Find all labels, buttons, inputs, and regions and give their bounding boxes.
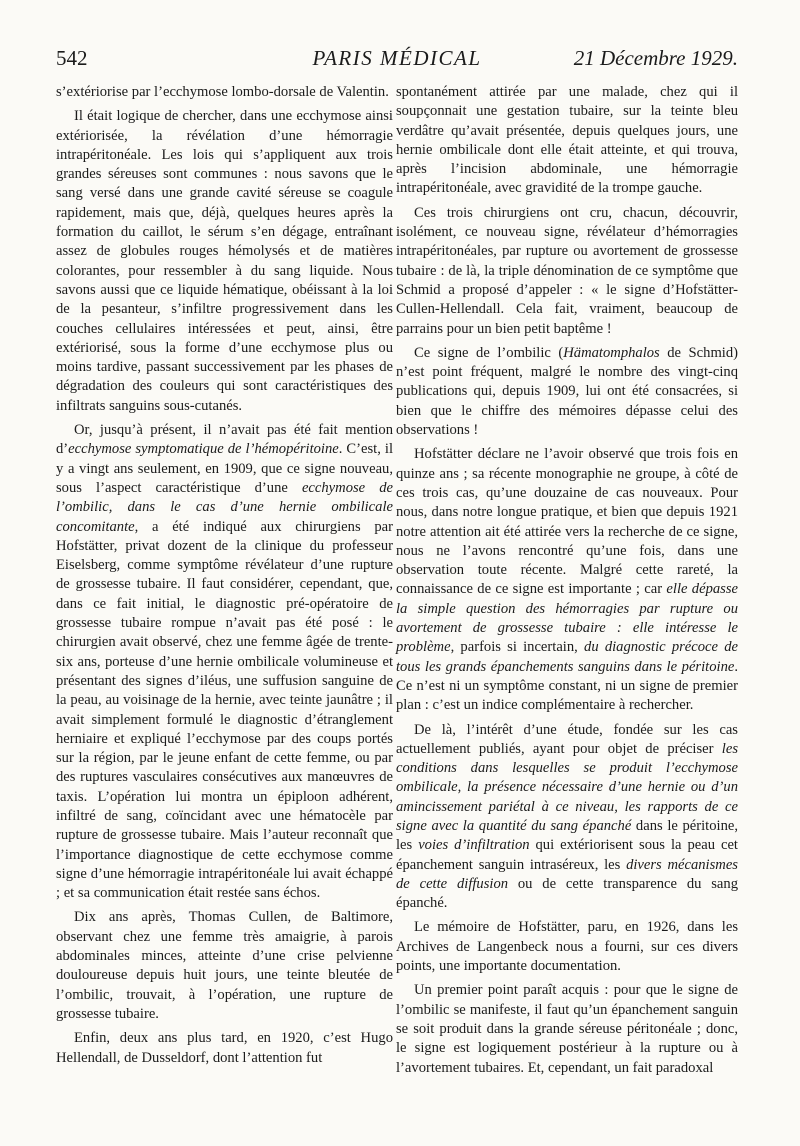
page-number: 542: [56, 46, 88, 70]
right-column: [396, 83, 738, 1083]
emphasis: du diagnostic précoce de tous les grands épanchements sanguins dans le péritoine: [396, 639, 738, 675]
paragraph: s’extériorise par l’ecchymose lombo-dorsale de Valentin.: [56, 84, 389, 100]
paragraph: [396, 721, 738, 914]
journal-title: PARIS MÉDICAL: [312, 46, 482, 70]
text-run: de Schmid) n’est point fréquent, malgré le nombre des vingt-cinq publications qui, depuis 1909, lui ont été consacrées, si bien que le chiffre des mémoires dépasse celui des observations !: [396, 344, 739, 439]
text-run: dans le péritoine, les: [396, 817, 738, 854]
paragraph: Il était logique de chercher, dans une ecchymose ainsi extériorisée, la révélation d’une hémorragie intrapéritonéale. Les lois qui s’appliquent aux trois grandes séreuses sont communes : nous savons que le sang versé dans une grande cavité séreuse se coagule rapidement, mais que, déjà, quelques heures après la formation du caillot, le sérum s’en dégage, entraînant assez de globules rouges hémolysés et de matières colorantes, pour ressembler à du sang liquide. Nous savons aussi que ce liquide hématique, obéissant à la loi de la pesanteur, s’infiltre progressivement dans les couches cellulaires intéressées et peut, ainsi, être extériorisé, sous la forme d’une ecchymose plus ou moins tardive, passant successivement par les phases de dégradation des couleurs qui sont caractéristiques des infiltrats sanguins sous-cutanés.: [56, 108, 393, 414]
paragraph: Ces trois chirurgiens ont cru, chacun, découvrir, isolément, ce nouveau signe, révélateur d’hémorragies intrapéritonéales, par rupture ou avortement de grossesse tubaire : de là, la triple dénomination de ce symptôme que Schmid a proposé d’appeler : « le signe d’Hofstätter-Cullen-Hellendall. Cela fait, vraiment, beaucoup de parrains pour un bien petit baptême !: [396, 204, 738, 337]
emphasis: voies d’infiltration: [418, 837, 530, 854]
text-run: , parfois si incertain,: [450, 639, 585, 656]
text-run: qui extériorisent sous la peau cet épanchement sanguin intraséreux, les: [396, 837, 738, 873]
text-run: Ce signe de l’ombilic (: [414, 344, 564, 361]
paragraph: [56, 421, 393, 903]
emphasis: divers mécanismes de cette diffusion: [396, 856, 738, 892]
paragraph: spontanément attirée par une malade, chez qui il soupçonnait une gestation tubaire, sur la teinte bleu verdâtre qu’avait présentée, depuis quelques jours, une hernie ombilicale dont elle était atteinte, et qui trouva, après l’incision abdominale, une hémorragie intrapéritonéale, avec gravidité de la trompe gauche.: [396, 84, 738, 197]
text-run: De là, l’intérêt d’une étude, fondée sur les cas actuellement publiés, ayant pour objet de préciser: [396, 721, 738, 757]
issue-date: 21 Décembre 1929.: [573, 46, 738, 70]
emphasis: les conditions dans lesquelles se produit l’ecchymose ombilicale, la présence nécessaire d’une hernie ou d’un amincissement pariétal à ce niveau, les rapports de ce signe avec la quantité du sang épanché: [396, 740, 738, 834]
paragraph: [396, 445, 738, 715]
emphasis: ecchymose de l’ombilic, dans le cas d’une hernie ombilicale concomitante: [56, 479, 394, 535]
paragraph: Un premier point paraît acquis : pour que le signe de l’ombilic se manifeste, il faut qu’un épanchement sanguin se soit produit dans la grande séreuse péritonéale ; donc, le signe est logiquement postérieur à la rupture ou à l’avortement tubaires. Et, cependant, un fait paradoxal: [396, 982, 738, 1076]
text-run: Hofstätter déclare ne l’avoir observé que trois fois en quinze ans ; sa récente monographie ne groupe, à côté de ces trois cas, qu’une douzaine de cas nouveaux. Pour nous, dans notre longue pratique, et bien que depuis 1921 notre attention ait été attirée vers la recherche de ce signe, nous ne l’avons rencontré qu’une fois, dans une observation toute récente. Malgré cette rareté, la connaissance de ce signe est importante ; car: [396, 446, 738, 598]
text-run: . Ce n’est ni un symptôme constant, ni un signe de premier plan : c’est un indice complémentaire à rechercher.: [396, 658, 738, 714]
paragraph: Dix ans après, Thomas Cullen, de Baltimore, observant chez une femme très amaigrie, à parois abdominales minces, atteinte d’une crise pelvienne douloureuse depuis huit jours, une teinte bleutée de l’ombilic, trouvait, à l’opération, une rupture de grossesse tubaire.: [56, 909, 393, 1022]
left-column: [56, 83, 393, 1073]
emphasis: elle dépasse la simple question des hémorragies par rupture ou avortement de grossesse tubaire : elle intéresse le problème: [396, 581, 738, 656]
emphasis: ecchymose symptomatique de l’hémopéritoine: [68, 441, 339, 458]
paragraph: Le mémoire de Hofstätter, paru, en 1926, dans les Archives de Langenbeck nous a fourni, sur ces divers points, une importante documentation.: [396, 919, 738, 975]
text-run: , a été indiqué aux chirurgiens par Hofstätter, privat dozent de la clinique du professeur Eiselsberg, comme symptôme révélateur d’une rupture de grossesse tubaire. Il faut considérer, cependant, que, dans ce fait initial, le diagnostic pré-opératoire de grossesse tubaire rompue n’avait pas été posé : le chirurgien avait observé, chez une femme âgée de trente-six ans, porteuse d’une hernie ombilicale volumineuse et présentant des signes d’iléus, une suffusion sanguine de la peau, au voisinage de la hernie, avec teinte jaunâtre ; il avait simplement formulé le diagnostic d’étranglement herniaire et expliqué l’ecchymose par des coups portés sur la région, par le jeune enfant de cette femme, ou par des ruptures vasculaires consécutives aux manœuvres de taxis. L’opération lui montra un épiploon adhérent, infiltré de sang, coïncidant avec une hématocèle par rupture de grossesse tubaire. Mais l’auteur reconnaît que l’importance diagnostique de cette ecchymose comme signe d’une hémorragie intrapéritonéale lui avait échappé ; et sa communication était restée sans échos.: [56, 518, 393, 902]
paragraph: [396, 344, 738, 440]
running-header: [56, 44, 738, 74]
text-run: . C’est, il y a vingt ans seulement, en 1909, que ce signe nouveau, sous l’aspect caractéristique d’une: [56, 441, 393, 496]
paragraph: Enfin, deux ans plus tard, en 1920, c’est Hugo Hellendall, de Dusseldorf, dont l’attention fut: [56, 1030, 393, 1066]
text-run: ou de cette transparence du sang épanché.: [396, 875, 738, 912]
text-run: Or, jusqu’à présent, il n’avait pas été fait mention d’: [56, 422, 393, 458]
emphasis: Hämatomphalos: [563, 344, 660, 361]
